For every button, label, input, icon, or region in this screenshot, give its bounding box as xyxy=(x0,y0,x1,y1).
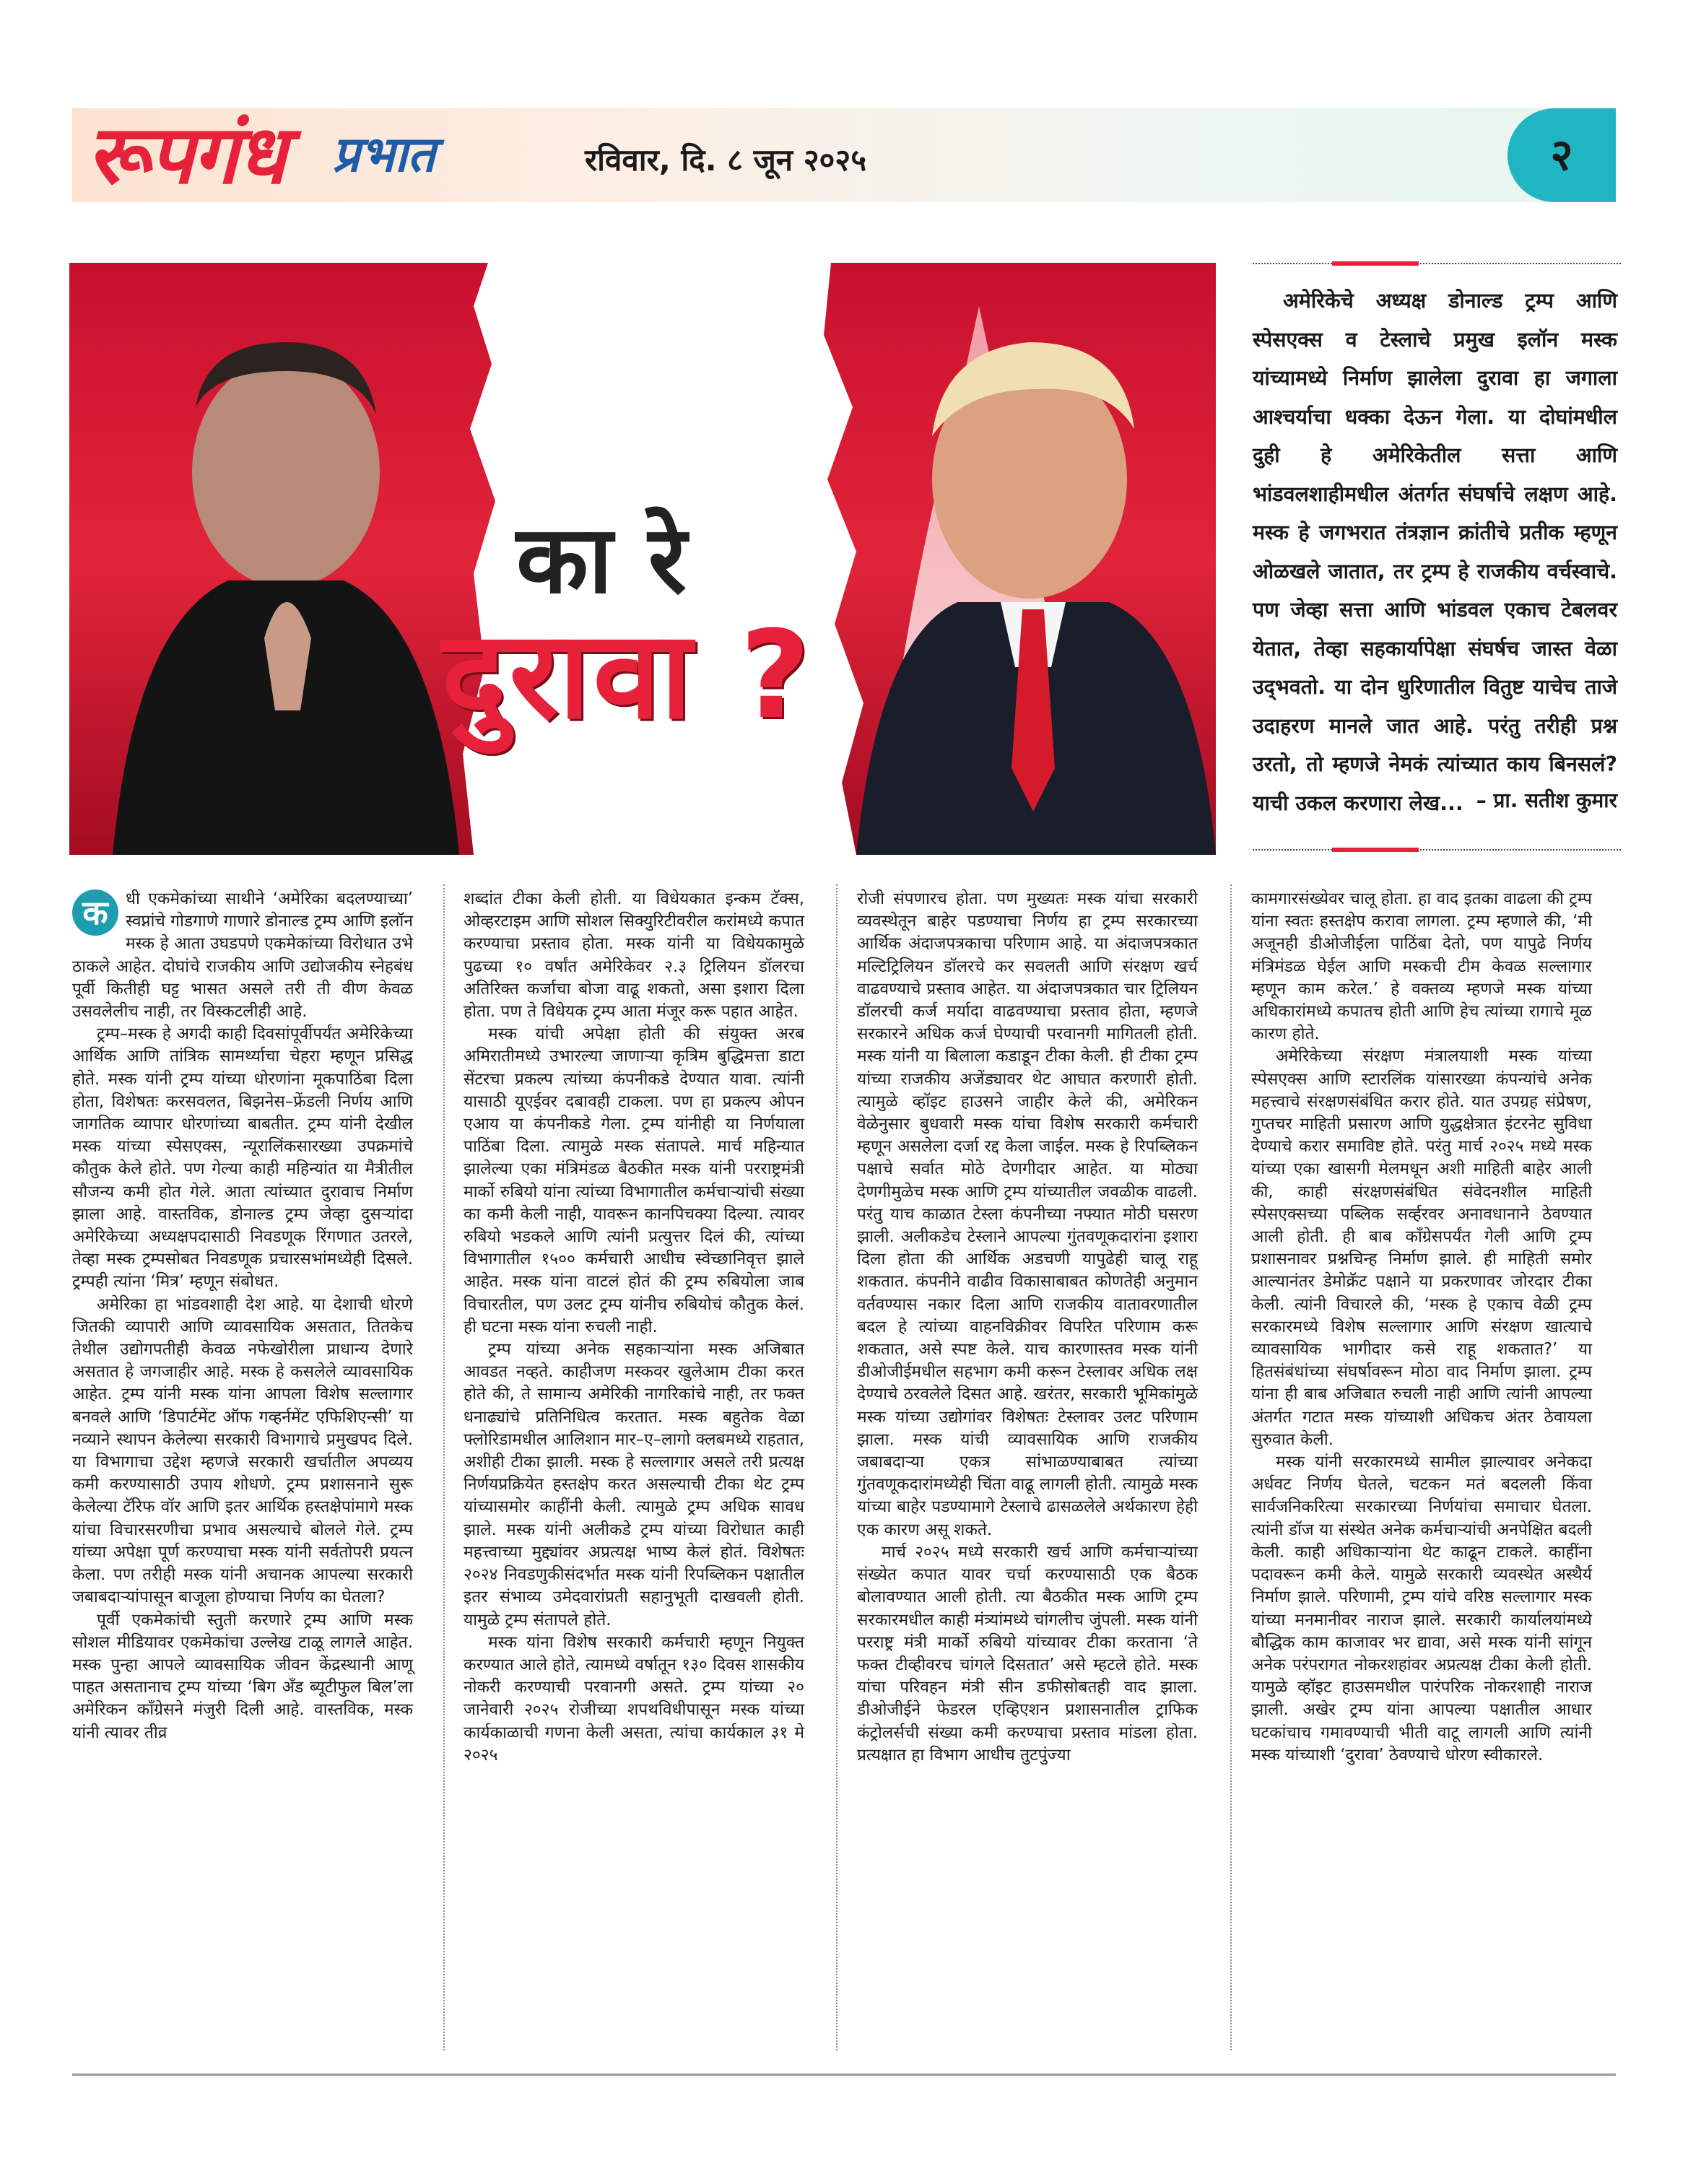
article-paragraph: मार्च २०२५ मध्ये सरकारी खर्च आणि कर्मचाऱ्यांच्या संख्येत कपात यावर चर्चा करण्यासाठी एक बैठक बोलावण्यात आली होती. त्या बैठकीत मस्क आणि ट्रम्प सरकारमधील काही मंत्र्यांमध्ये चांगलीच जुंपली. मस्क यांनी परराष्ट्र मंत्री मार्को रुबियो यांच्यावर टीका करताना ‘ते फक्त टीव्हीवरच चांगले दिसतात’ असे म्हटले होते. मस्क यांचा परिवहन मंत्री सीन डफीसोबतही वाद झाला. डीओजीईने फेडरल एव्हिएशन प्रशासनातील ट्राफिक कंट्रोलर्सची संख्या कमी करण्याचा प्रस्ताव मांडला होता. प्रत्यक्षात हा विभाग आधीच तुटपुंज्या xyxy=(857,1542,1198,1765)
article-paragraph: मस्क यांना विशेष सरकारी कर्मचारी म्हणून नियुक्त करण्यात आले होते, त्यामध्ये वर्षातून १३० दिवस शासकीय नोकरी करण्याची परवानगी असते. ट्रम्प यांच्या २० जानेवारी २०२५ रोजीच्या शपथविधीपासून मस्क यांच्या कार्यकाळाची गणना केली असता, त्यांचा कार्यकाल ३१ मे २०२५ xyxy=(464,1632,804,1765)
article-paragraph: पूर्वी एकमेकांची स्तुती करणारे ट्रम्प आणि मस्क सोशल मीडियावर एकमेकांचा उल्लेख टाळू लागले आहेत. मस्क पुन्हा आपले व्यावसायिक जीवन केंद्रस्थानी आणू पाहत असतानाच ट्रम्प यांच्या ‘बिग अँड ब्यूटीफुल बिल’ला अमेरिकन काँग्रेसने मंजुरी दिली आहे. वास्तविक, मस्क यांनी त्यावर तीव्र xyxy=(72,1610,413,1742)
bottom-rule xyxy=(72,2074,1616,2076)
hero-image xyxy=(69,263,1216,855)
headline-line-2: दुरावा ? xyxy=(442,604,814,746)
article-paragraph: शब्दांत टीका केली होती. या विधेयकात इन्कम टॅक्स, ओव्हरटाइम आणि सोशल सिक्युरिटीवरील करांमध्ये कपात करण्याचा प्रस्ताव होता. मस्क यांनी या विधेयकामुळे पुढच्या १० वर्षांत अमेरिकेवर २.३ ट्रिलियन डॉलरचा अतिरिक्त कर्जाचा बोजा वाढू शकतो, असा इशारा दिला होता. पण ते विधेयक ट्रम्प आता मंजूर करू पहात आहेत. xyxy=(464,889,804,1022)
drop-cap: क xyxy=(72,889,118,936)
headline-line-1: का रे xyxy=(516,505,688,614)
article-column-4 xyxy=(1251,888,1592,1767)
article-paragraph: ट्रम्प यांच्या अनेक सहकाऱ्यांना मस्क अजिबात आवडत नव्हते. काहीजण मस्कवर खुलेआम टीका करत होते की, ते सामान्य अमेरिकी नागरिकांचे नाही, तर फक्त धनाढ्यांचे प्रतिनिधित्व करतात. मस्क बहुतेक वेळा फ्लोरिडामधील आलिशान मार–ए–लागो क्लबमध्ये राहतात, अशीही टीका झाली. मस्क हे सल्लागार असले तरी प्रत्यक्ष निर्णयप्रक्रियेत हस्तक्षेप करत असल्याची टीका थेट ट्रम्प यांच्यासमोर काहींनी केली. त्यामुळे ट्रम्प अधिक सावध झाले. मस्क यांनी अलीकडे ट्रम्प यांच्या विरोधात काही महत्त्वाच्या मुद्द्यांवर अप्रत्यक्ष भाष्य केलं होतं. विशेषतः २०२४ निवडणुकीसंदर्भात मस्क यांनी रिपब्लिकन पक्षातील इतर संभाव्य उमेदवारांप्रती सहानुभूती दाखवली होती. यामुळे ट्रम्प संतापले होते. xyxy=(464,1340,804,1630)
article-column-1 xyxy=(72,888,413,1744)
article-paragraph: मस्क यांची अपेक्षा होती की संयुक्त अरब अमिरातीमध्ये उभारल्या जाणाऱ्या कृत्रिम बुद्धिमत्ता डाटा सेंटरचा प्रकल्प त्यांच्या कंपनीकडे देण्यात यावा. त्यांनी यासाठी यूएईवर दबावही टाकला. पण हा प्रकल्प ओपन एआय या कंपनीकडे गेला. ट्रम्प यांनीही या निर्णयाला पाठिंबा दिला. त्यामुळे मस्क संतापले. मार्च महिन्यात झालेल्या एका मंत्रिमंडळ बैठकीत मस्क यांनी परराष्ट्रमंत्री मार्को रुबियो यांना त्यांच्या विभागातील कर्मचाऱ्यांची संख्या का कमी केली नाही, यावरून कानपिचक्या दिल्या. त्यावर रुबियो भडकले आणि त्यांनी प्रत्युत्तर दिलं की, त्यांच्या विभागातील १५०० कर्मचारी आधीच स्वेच्छानिवृत्त झाले आहेत. मस्क यांना वाटलं होतं की ट्रम्प रुबियोला जाब विचारतील, पण उलट ट्रम्प यांनीच रुबियोचं कौतुक केलं. ही घटना मस्क यांना रुचली नाही. xyxy=(464,1024,804,1336)
article-paragraph: मस्क यांनी सरकारमध्ये सामील झाल्यावर अनेकदा अर्धवट निर्णय घेतले, चटकन मतं बदलली किंवा सार्वजनिकरित्या सरकारच्या निर्णयांचा समाचार घेतला. त्यांनी डॉज या संस्थेत अनेक कर्मचाऱ्यांची अनपेक्षित बदली केली. काही अधिकाऱ्यांना थेट काढून टाकले. काहींना पदावरून कमी केले. यामुळे सरकारी व्यवस्थेत अस्थैर्य निर्माण झाले. परिणामी, ट्रम्प यांचे वरिष्ठ सल्लागार मस्क यांच्या मनमानीवर नाराज झाले. सरकारी कार्यालयांमध्ये बौद्धिक काम काजावर भर द्यावा, असे मस्क यांनी सांगून अनेक परंपरागत नोकरशहांवर अप्रत्यक्ष टीका केली होती. यामुळे व्हॉइट हाउसमधील पारंपरिक नोकरशाही नाराज झाली. अखेर ट्रम्प यांना आपल्या पक्षातील आधार घटकांचाच गमावण्याची भीती वाटू लागली आणि त्यांनी मस्क यांच्याशी ‘दुरावा’ ठेवण्याचे धोरण स्वीकारले. xyxy=(1251,1453,1592,1765)
page-number: २ xyxy=(1508,108,1616,202)
article-paragraph: ट्रम्प–मस्क हे अगदी काही दिवसांपूर्वीपर्यंत अमेरिकेच्या आर्थिक आणि तांत्रिक सामर्थ्याचा चेहरा म्हणून प्रसिद्ध होते. मस्क यांनी ट्रम्प यांच्या धोरणांना मूकपाठिंबा दिला होता, विशेषतः करसवलत, बिझनेस–फ्रेंडली निर्णय आणि जागतिक व्यापार धोरणांच्या बाबतीत. ट्रम्प यांनी देखील मस्क यांच्या स्पेसएक्स, न्यूरालिंकसारख्या उपक्रमांचे कौतुक केले होते. पण गेल्या काही महिन्यांत या मैत्रीतील सौजन्य कमी होत गेले. आता त्यांच्यात दुरावाच निर्माण झाला आहे. वास्तविक, डोनाल्ड ट्रम्प जेव्हा दुसऱ्यांदा अमेरिकेच्या अध्यक्षपदासाठी निवडणूक रिंगणात उतरले, तेव्हा मस्क ट्रम्पसोबत निवडणूक प्रचारसभांमध्येही दिसले. ट्रम्पही त्यांना ‘मित्र’ म्हणून संबोधत. xyxy=(72,1024,413,1292)
brand-sub-logo: प्रभात xyxy=(332,126,435,183)
brand-logo: रूपगंध xyxy=(87,108,285,202)
article-column-3 xyxy=(857,888,1198,1767)
article-paragraph: अमेरिका हा भांडवशाही देश आहे. या देशाची धोरणे जितकी व्यापारी आणि व्यावसायिक असतात, तितकेच तेथील उद्योगपतीही केवळ नफेखोरीला प्राधान्य देणारे असतात हे जगजाहीर आहे. मस्क हे कसलेले व्यावसायिक आहेत. ट्रम्प यांनी मस्क यांना आपला विशेष सल्लागार बनवले आणि ‘डिपार्टमेंट ऑफ गव्हर्नमेंट एफिशिएन्सी’ या नव्याने स्थापन केलेल्या सरकारी विभागाचे प्रमुखपद दिले. या विभागाचा उद्देश म्हणजे सरकारी खर्चातील अपव्यय कमी करण्यासाठी उपाय शोधणे. ट्रम्प प्रशासनाने सुरू केलेल्या टॅरिफ वॉर आणि इतर आर्थिक हस्तक्षेपांमागे मस्क यांचा विचारसरणीचा प्रभाव असल्याचे बोलले गेले. ट्रम्प यांच्या अपेक्षा पूर्ण करण्याचा मस्क यांनी सर्वतोपरी प्रयत्न केला. पण तरीही मस्क यांनी अचानक आपल्या सरकारी जबाबदाऱ्यांपासून बाजूला होण्याचा निर्णय का घेतला? xyxy=(72,1295,413,1607)
issue-date: रविवार, दि. ८ जून २०२५ xyxy=(585,142,867,178)
masthead xyxy=(72,108,1616,202)
intro-box xyxy=(1253,263,1621,855)
article-paragraph: कामगारसंख्येवर चालू होता. हा वाद इतका वाढला की ट्रम्प यांना स्वतः हस्तक्षेप करावा लागला. ट्रम्प म्हणाले की, ‘मी अजूनही डीओजीईला पाठिंबा देतो, पण यापुढे निर्णय मंत्रिमंडळ घेईल आणि मस्कची टीम केवळ सल्लागार म्हणून काम करेल.’ हे वक्तव्य म्हणजे मस्क यांच्या अधिकारांमध्ये कपातच होती आणि हेच त्यांच्या रागाचे मूळ कारण होते. xyxy=(1251,889,1592,1044)
article-column-2 xyxy=(464,888,804,1767)
column-divider xyxy=(1230,884,1232,2050)
column-divider xyxy=(836,884,838,2050)
column-divider xyxy=(443,884,445,2050)
author-byline: – प्रा. सतीश कुमार xyxy=(1476,788,1617,812)
article-paragraph: रोजी संपणारच होता. पण मुख्यतः मस्क यांचा सरकारी व्यवस्थेतून बाहेर पडण्याचा निर्णय हा ट्रम्प सरकारच्या आर्थिक अंदाजपत्रकाचा परिणाम आहे. या अंदाजपत्रकात मल्टिट्रिलियन डॉलरचे कर सवलती आणि संरक्षण खर्च वाढवण्याचे प्रस्ताव आहेत. या अंदाजपत्रकात चार ट्रिलियन डॉलरची कर्ज मर्यादा वाढवण्याचा प्रस्ताव होता, म्हणजे सरकारने अधिक कर्ज घेण्याची परवानगी मागितली होती. मस्क यांनी या बिलाला कडाडून टीका केली. ही टीका ट्रम्प यांच्या राजकीय अजेंड्यावर थेट आघात करणारी होती. त्यामुळे व्हॉइट हाउसने जाहीर केले की, अमेरिकन वेळेनुसार बुधवारी मस्क यांचा विशेष सरकारी कर्मचारी म्हणून असलेला दर्जा रद्द केला जाईल. मस्क हे रिपब्लिकन पक्षाचे सर्वात मोठे देणगीदार आहेत. या मोठ्या देणगीमुळेच मस्क आणि ट्रम्प यांच्यातील जवळीक वाढली. परंतु याच काळात टेस्ला कंपनीच्या नफ्यात मोठी घसरण झाली. अलीकडेच टेस्लाने आपल्या गुंतवणूकदारांना इशारा दिला होता की आर्थिक अडचणी यापुढेही चालू राहू शकतात. कंपनीने वाढीव विकासाबाबत कोणतेही अनुमान वर्तवण्यास नकार दिला आणि राजकीय वातावरणातील बदल हे त्यांच्या वाहनविक्रीवर विपरित परिणाम करू शकतात, असे स्पष्ट केले. याच कारणास्तव मस्क यांनी डीओजीईमधील सहभाग कमी करून टेस्लावर अधिक लक्ष देण्याचे ठरवलेले दिसत आहे. खरंतर, सरकारी भूमिकांमुळे मस्क यांच्या उद्योगांवर विशेषतः टेस्लावर उलट परिणाम झाला. मस्क यांची व्यावसायिक आणि राजकीय जबाबदाऱ्या एकत्र सांभाळण्याबाबत त्यांच्या गुंतवणूकदारांमध्येही चिंता वाढू लागली होती. त्यामुळे मस्क यांच्या बाहेर पडण्यामागे टेस्लाचे ढासळलेले अर्थकारण हेही एक कारण असू शकते. xyxy=(857,889,1198,1539)
article-paragraph: अमेरिकेच्या संरक्षण मंत्रालयाशी मस्क यांच्या स्पेसएक्स आणि स्टारलिंक यांसारख्या कंपन्यांचे अनेक महत्त्वाचे संरक्षणसंबंधित करार होते. यात उपग्रह संप्रेषण, गुप्तचर माहिती प्रसारण आणि युद्धक्षेत्रात इंटरनेट सुविधा देण्याचे करार समाविष्ट होते. परंतु मार्च २०२५ मध्ये मस्क यांच्या एका खासगी मेलमधून अशी माहिती बाहेर आली की, काही संरक्षणसंबंधित संवेदनशील माहिती स्पेसएक्सच्या पब्लिक सर्व्हरवर अनावधानाने ठेवण्यात आली होती. ही बाब काँग्रेसपर्यंत गेली आणि ट्रम्प प्रशासनावर प्रश्नचिन्ह निर्माण झाले. ही माहिती समोर आल्यानंतर डेमोक्रॅट पक्षाने या प्रकरणावर जोरदार टीका केली. त्यांनी विचारले की, ‘मस्क हे एकाच वेळी ट्रम्प सरकारमध्ये विशेष सल्लागार आणि संरक्षण खात्याचे व्यावसायिक भागीदार कसे राहू शकतात?’ या हितसंबंधांच्या संघर्षावरून मोठा वाद निर्माण झाला. ट्रम्प यांना ही बाब अजिबात रुचली नाही आणि त्यांनी आपल्या अंतर्गत गटात मस्क यांच्याशी अधिकच अंतर ठेवायला सुरुवात केली. xyxy=(1251,1047,1592,1449)
intro-top-rule xyxy=(1253,263,1621,271)
article-paragraph: धी एकमेकांच्या साथीने ‘अमेरिका बदलण्याच्या’ स्वप्नांचे गोडगाणे गाणारे डोनाल्ड ट्रम्प आणि इलॉन मस्क हे आता उघडपणे एकमेकांच्या विरोधात उभे ठाकले आहेत. दोघांचे राजकीय आणि उद्योजकीय स्नेहबंध पूर्वी कितीही घट्ट भासत असले तरी ती वीण केवळ उसवलेलीच नाही, तर विस्कटलीही आहे. xyxy=(72,889,413,1022)
intro-bottom-rule xyxy=(1253,849,1621,858)
intro-text: अमेरिकेचे अध्यक्ष डोनाल्ड ट्रम्प आणि स्पेसएक्स व टेस्लाचे प्रमुख इलॉन मस्क यांच्यामध्ये निर्माण झालेला दुरावा हा जगाला आश्चर्याचा धक्का देऊन गेला. या दोघांमधील दुही हे अमेरिकेतील सत्ता आणि भांडवलशाहीमधील अंतर्गत संघर्षाचे लक्षण आहे. मस्क हे जगभरात तंत्रज्ञान क्रांतीचे प्रतीक म्हणून ओळखले जातात, तर ट्रम्प हे राजकीय वर्चस्वाचे. पण जेव्हा सत्ता आणि भांडवल एकाच टेबलवर येतात, तेव्हा सहकार्यापेक्षा संघर्षच जास्त वेळा उद्‌भवतो. या दोन धुरिणातील वितुष्ट याचेच ताजे उदाहरण मानले जात आहे. परंतु तरीही प्रश्न उरतो, तो म्हणजे नेमकं त्यांच्यात काय बिनसलं? याची उकल करणारा लेख... xyxy=(1253,289,1617,815)
